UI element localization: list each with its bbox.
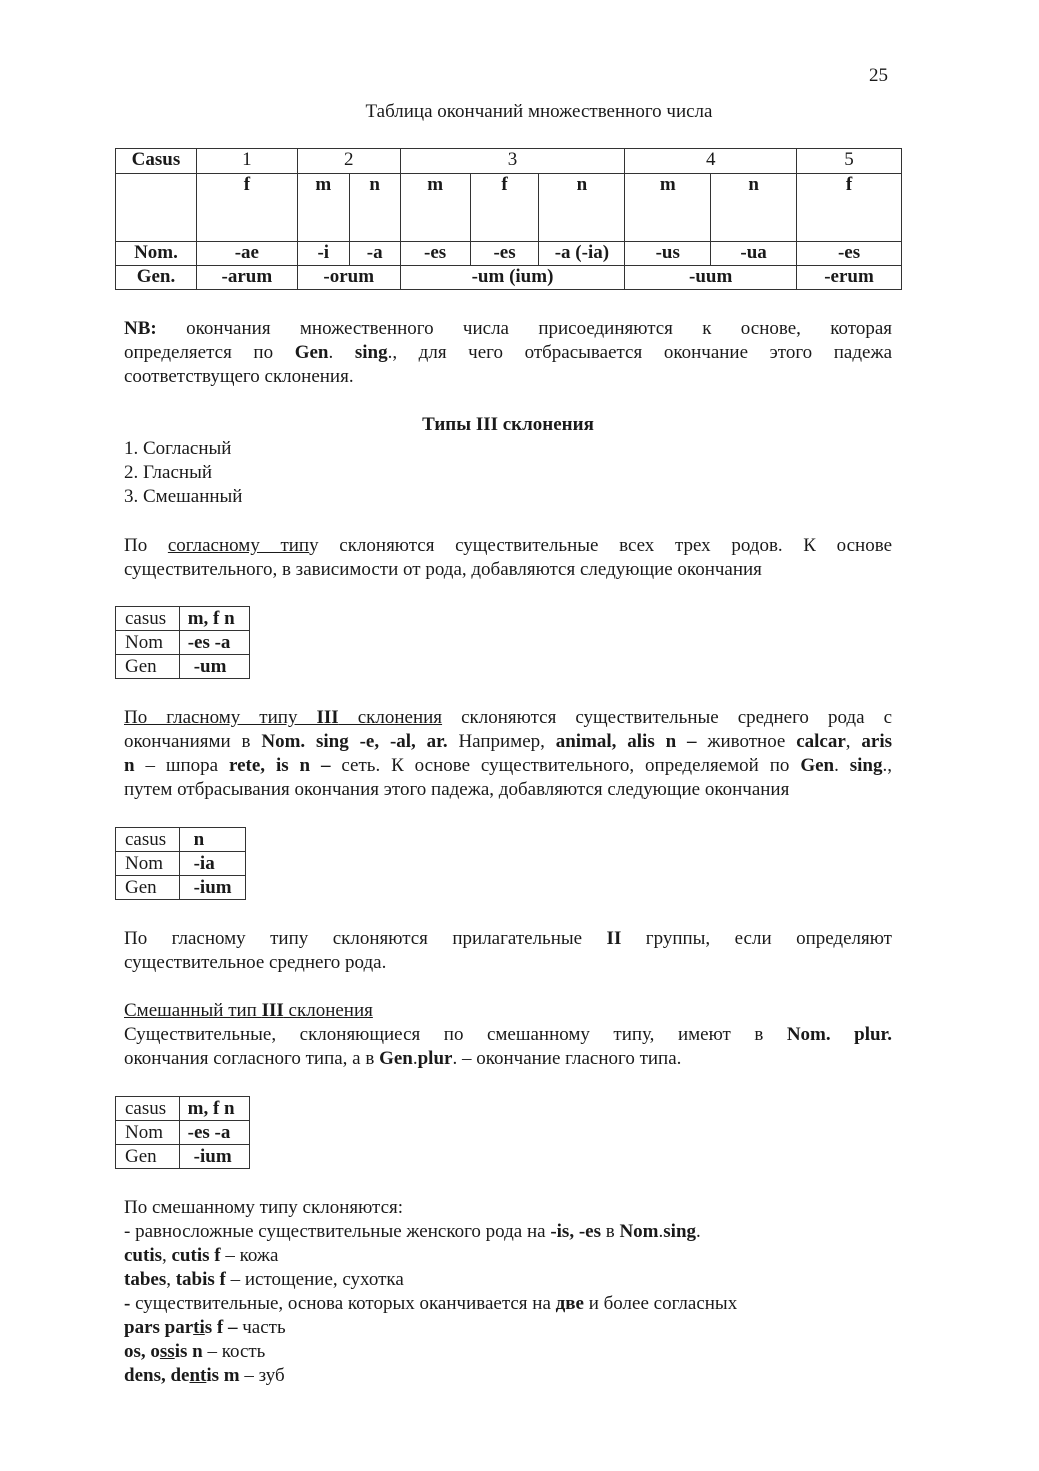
underlined-text: ti bbox=[193, 1317, 205, 1338]
gen-ending: -uum bbox=[625, 266, 797, 290]
bold-text: cutis bbox=[124, 1245, 162, 1266]
mixed-line-1 bbox=[124, 1023, 892, 1047]
gender-cell: f bbox=[196, 174, 297, 242]
table-row bbox=[116, 1145, 250, 1169]
bold-text: - bbox=[124, 1293, 131, 1314]
example-os bbox=[124, 1340, 265, 1364]
declension-4-header: 4 bbox=[625, 149, 797, 174]
text: – истощение, сухотка bbox=[225, 1269, 404, 1290]
text: в bbox=[600, 1221, 620, 1242]
nom-ending: -ua bbox=[711, 242, 797, 266]
bold-text: animal, alis n – bbox=[555, 731, 697, 752]
nom-ending: -es bbox=[400, 242, 470, 266]
ending-cell: -um bbox=[179, 655, 249, 679]
underlined-text: nt bbox=[189, 1365, 207, 1386]
gender-cell: f bbox=[470, 174, 539, 242]
bold-text: две bbox=[555, 1293, 584, 1314]
vowel-line-1 bbox=[124, 706, 892, 730]
case-cell: Nom bbox=[116, 1121, 180, 1145]
type-item: 2. Гласный bbox=[124, 462, 213, 483]
example-pars bbox=[124, 1316, 286, 1340]
bold-text: cutis f bbox=[171, 1245, 221, 1266]
gen-ending: -erum bbox=[797, 266, 902, 290]
gender-empty-cell bbox=[116, 174, 197, 242]
example-tabes bbox=[124, 1268, 404, 1292]
text: По bbox=[124, 535, 168, 556]
declension-1-header: 1 bbox=[196, 149, 297, 174]
bold-text: -is, -es bbox=[550, 1221, 601, 1242]
text: окончаниями в bbox=[124, 731, 262, 752]
table-row bbox=[116, 1097, 250, 1121]
gender-cell: m bbox=[625, 174, 711, 242]
example-dens bbox=[124, 1364, 285, 1388]
gen-ending: -um (ium) bbox=[400, 266, 625, 290]
underlined-text bbox=[124, 707, 442, 728]
text: , bbox=[162, 1245, 172, 1266]
text: склоняются существительные среднего рода с bbox=[442, 707, 892, 728]
table-row bbox=[116, 852, 246, 876]
bold-text: Nom. plur. bbox=[786, 1024, 892, 1045]
adjective-line-1 bbox=[124, 927, 892, 951]
case-cell: Gen bbox=[116, 1145, 180, 1169]
case-cell: casus bbox=[116, 607, 180, 631]
declension-2-header: 2 bbox=[297, 149, 400, 174]
declension-3-header: 3 bbox=[400, 149, 625, 174]
mixed-line-2 bbox=[124, 1047, 681, 1071]
bold-text: n bbox=[124, 755, 135, 776]
type-item: 1. Согласный bbox=[124, 438, 232, 459]
vowel-line-2 bbox=[124, 730, 892, 754]
underlined-text: ss bbox=[159, 1341, 175, 1362]
table-row bbox=[116, 607, 250, 631]
gen-label: Gen. bbox=[116, 266, 197, 290]
ending-cell: m, f n bbox=[179, 1097, 249, 1121]
nb-line-1 bbox=[124, 317, 892, 341]
bold-text: aris bbox=[861, 731, 893, 752]
text: – кожа bbox=[220, 1245, 279, 1266]
case-cell: Gen bbox=[116, 876, 180, 900]
nb-line-2 bbox=[124, 341, 892, 365]
bold-text: Nom. sing -e, -al, ar. bbox=[261, 731, 448, 752]
table-title: Таблица окончаний множественного числа bbox=[365, 101, 713, 122]
nominative-row bbox=[116, 242, 902, 266]
bold-text: is m bbox=[206, 1365, 240, 1386]
table-row bbox=[116, 655, 250, 679]
consonant-line-1 bbox=[124, 534, 892, 558]
text: , bbox=[845, 731, 862, 752]
table-row bbox=[116, 876, 246, 900]
gender-cell: m bbox=[297, 174, 349, 242]
ending-cell: -es -a bbox=[179, 631, 249, 655]
text: существительные, основа которых оканчивается на bbox=[130, 1293, 556, 1314]
text: . bbox=[412, 1048, 418, 1069]
bold-text: Gen bbox=[379, 1048, 413, 1069]
text: животное bbox=[696, 731, 797, 752]
type-item: 3. Смешанный bbox=[124, 486, 243, 507]
bold-text: s f – bbox=[204, 1317, 238, 1338]
bold-text: rete, is n – bbox=[229, 755, 331, 776]
text: Смешанный тип bbox=[124, 1000, 262, 1021]
nb-text: . bbox=[328, 342, 355, 363]
text: . bbox=[696, 1221, 701, 1242]
nom-ending: -ae bbox=[196, 242, 297, 266]
text: окончания согласного типа, а в bbox=[124, 1048, 380, 1069]
bold-text: III bbox=[316, 707, 339, 728]
text: . – окончание гласного типа. bbox=[452, 1048, 682, 1069]
table-row bbox=[116, 631, 250, 655]
text: часть bbox=[237, 1317, 286, 1338]
rule-line-2 bbox=[124, 1292, 737, 1316]
text: – зуб bbox=[239, 1365, 285, 1386]
nb-line-3: соответствущего склонения. bbox=[124, 366, 354, 387]
genitive-row bbox=[116, 266, 902, 290]
bold-text: III bbox=[261, 1000, 284, 1021]
bold-text: tabis f bbox=[175, 1269, 226, 1290]
gender-cell: n bbox=[711, 174, 797, 242]
gender-cell: n bbox=[349, 174, 400, 242]
nom-label: Nom. bbox=[116, 242, 197, 266]
ending-cell: -ium bbox=[179, 1145, 249, 1169]
text: – кость bbox=[202, 1341, 266, 1362]
adjective-line-2: существительное среднего рода. bbox=[124, 952, 387, 973]
text: сеть. К основе существительного, определяемой по bbox=[330, 755, 801, 776]
text: и более согласных bbox=[583, 1293, 738, 1314]
mixed-endings-table bbox=[115, 1096, 250, 1169]
case-cell: Gen bbox=[116, 655, 180, 679]
bold-text: dens, de bbox=[124, 1365, 190, 1386]
plural-endings-table bbox=[115, 148, 902, 290]
vowel-line-4: путем отбрасывания окончания этого падежа, добавляются следующие окончания bbox=[124, 779, 790, 800]
bold-text: is n bbox=[174, 1341, 203, 1362]
text: По гласному типу склоняются прилагательные bbox=[124, 928, 607, 949]
types-heading: Типы III склонения bbox=[422, 414, 594, 435]
text: у склоняются существительные всех трех родов. К основе bbox=[309, 535, 892, 556]
nb-text: ., для чего отбрасывается окончание этого падежа bbox=[387, 342, 893, 363]
consonant-line-2: существительного, в зависимости от рода, добавляются следующие окончания bbox=[124, 559, 762, 580]
bold-text: Gen bbox=[800, 755, 835, 776]
gender-cell: m bbox=[400, 174, 470, 242]
nom-ending: -a bbox=[349, 242, 400, 266]
gender-cell: n bbox=[539, 174, 625, 242]
casus-header: Casus bbox=[116, 149, 197, 174]
text: Существительные, склоняющиеся по смешанному типу, имеют в bbox=[124, 1024, 787, 1045]
case-cell: Nom bbox=[116, 852, 180, 876]
text: . bbox=[658, 1221, 664, 1242]
bold-text: calcar bbox=[796, 731, 846, 752]
ending-cell: -ia bbox=[179, 852, 245, 876]
text: – шпора bbox=[134, 755, 230, 776]
bold-text: os bbox=[124, 1341, 141, 1362]
table-row bbox=[116, 828, 246, 852]
bold-text: II bbox=[606, 928, 622, 949]
bold-text: , o bbox=[140, 1341, 160, 1362]
text: группы, если определяют bbox=[621, 928, 892, 949]
nom-ending: -es bbox=[470, 242, 539, 266]
list-intro: По смешанному типу склоняются: bbox=[124, 1197, 404, 1218]
nom-ending: -es bbox=[797, 242, 902, 266]
text: - равносложные существительные женского рода на bbox=[124, 1221, 551, 1242]
nb-text: определяется по bbox=[124, 342, 295, 363]
case-cell: Nom bbox=[116, 631, 180, 655]
nb-bold: Gen bbox=[294, 342, 329, 363]
example-cutis bbox=[124, 1244, 278, 1268]
case-cell: casus bbox=[116, 1097, 180, 1121]
nb-label: NB: bbox=[124, 318, 157, 339]
nom-ending: -us bbox=[625, 242, 711, 266]
nb-text: окончания множественного числа присоединяются к основе, которая bbox=[156, 318, 892, 339]
bold-text: tabes bbox=[124, 1269, 167, 1290]
bold-text: sing bbox=[849, 755, 883, 776]
ending-cell: -ium bbox=[179, 876, 245, 900]
text: склонения bbox=[338, 707, 443, 728]
page-number: 25 bbox=[869, 65, 888, 86]
nb-bold: sing bbox=[354, 342, 388, 363]
table-row bbox=[116, 1121, 250, 1145]
bold-text: sing bbox=[663, 1221, 697, 1242]
ending-cell: -es -a bbox=[179, 1121, 249, 1145]
nom-ending: -i bbox=[297, 242, 349, 266]
underlined-text bbox=[124, 1000, 373, 1021]
text: . bbox=[834, 755, 850, 776]
bold-text: pars par bbox=[124, 1317, 194, 1338]
text: По гласному типу bbox=[124, 707, 317, 728]
gender-cell: f bbox=[797, 174, 902, 242]
nom-ending: -a (-ia) bbox=[539, 242, 625, 266]
gender-row bbox=[116, 174, 902, 242]
vowel-endings-table bbox=[115, 827, 246, 900]
bold-text: Nom bbox=[619, 1221, 659, 1242]
gen-ending: -arum bbox=[196, 266, 297, 290]
declension-5-header: 5 bbox=[797, 149, 902, 174]
text: склонения bbox=[283, 1000, 373, 1021]
mixed-heading bbox=[124, 999, 373, 1023]
text: , bbox=[166, 1269, 176, 1290]
vowel-line-3 bbox=[124, 754, 892, 778]
header-row bbox=[116, 149, 902, 174]
underlined-text: согласному тип bbox=[167, 535, 310, 556]
ending-cell: m, f n bbox=[179, 607, 249, 631]
consonant-endings-table bbox=[115, 606, 250, 679]
text: ., bbox=[882, 755, 892, 776]
text: Например, bbox=[447, 731, 556, 752]
bold-text: plur bbox=[417, 1048, 453, 1069]
ending-cell: n bbox=[179, 828, 245, 852]
rule-line-1 bbox=[124, 1220, 701, 1244]
gen-ending: -orum bbox=[297, 266, 400, 290]
case-cell: casus bbox=[116, 828, 180, 852]
